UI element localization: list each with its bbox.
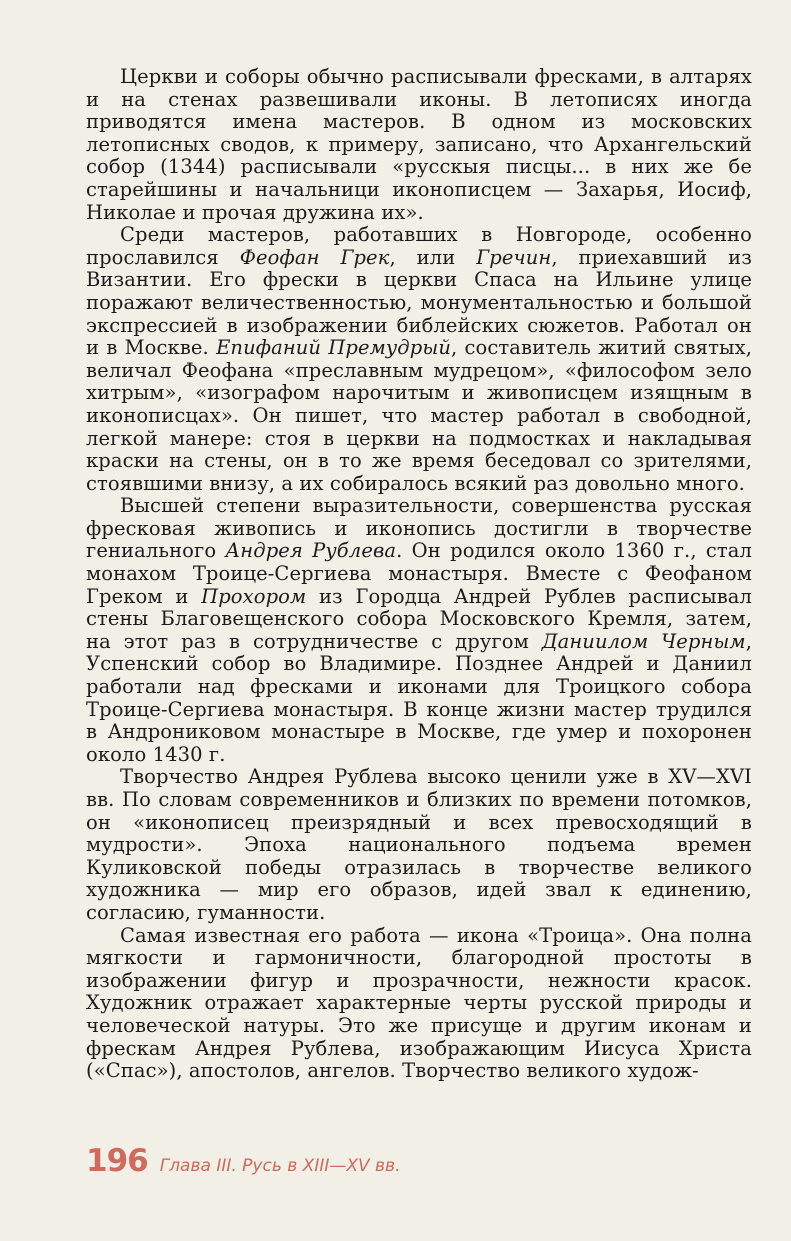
page-number: 196 bbox=[86, 1143, 148, 1179]
name-andrey-rublev: Андрея Рублева bbox=[225, 539, 397, 563]
paragraph-2 bbox=[86, 224, 752, 495]
text-run: из Городца Андрей Рублев расписывал стены Благовещенского собора Московского Кремля, затем, на этот раз в сотрудничестве с другом bbox=[86, 584, 752, 653]
page-footer bbox=[86, 1143, 400, 1183]
running-chapter-title: Глава III. Русь в XIII—XV вв. bbox=[159, 1156, 401, 1176]
text-run: Среди мастеров, работавших в Новгороде, особенно прославился bbox=[86, 223, 752, 269]
name-feofan-grek: Феофан Грек bbox=[239, 245, 390, 269]
text-run: , Успенский собор во Владимире. Позднее Андрей и Даниил работали над фресками и иконами для Троицкого собора Троице-Сергиева монастыря. В конце жизни мастер трудился в Андрониковом монастыре в Москве, где умер и похоронен около 1430 г. bbox=[86, 629, 753, 766]
name-grechin: Гречин bbox=[476, 245, 552, 269]
text-run: Высшей степени выразительности, совершенства русская фресковая живопись и иконопись достигли в творчестве гениального bbox=[86, 494, 752, 563]
paragraph-3 bbox=[86, 495, 752, 766]
name-prokhor: Прохором bbox=[201, 584, 307, 608]
text-run: Церкви и соборы обычно расписывали фресками, в алтарях и на стенах развешивали иконы. В летописях иногда приводятся имена мастеров. В одном из московских летописных сводов, к примеру, записано, что Архангельский собор (1344) расписывали «русскыя писцы... в них же бе старейшины и начальници иконописцем — Захарья, Иосиф, Николае и прочая дружина их». bbox=[86, 65, 752, 224]
text-run: Творчество Андрея Рублева высоко ценили уже в XV—XVI вв. По словам современников и близких по времени потомков, он «иконописец преизрядный и всех превосходящий в мудрости». Эпоха национального подъема времен Куликовской победы отразилась в творчестве великого художника — мир его образов, идей звал к единению, согласию, гуманности. bbox=[86, 765, 752, 924]
text-run: , или bbox=[389, 245, 477, 269]
text-run: . Он родился около 1360 г., стал монахом Троице-Сергиева монастыря. Вместе с Феофаном Греком и bbox=[86, 539, 752, 608]
text-run: Самая известная его работа — икона «Троица». Она полна мягкости и гармоничности, благородной простоты в изображении фигур и прозрачности, нежности красок. Художник отражает характерные черты русской природы и человеческой натуры. Это же присуще и другим иконам и фрескам Андрея Рублева, изображающим Иисуса Христа («Спас»), апостолов, ангелов. Творчество великого худож- bbox=[86, 923, 752, 1083]
paragraph-1 bbox=[86, 66, 752, 224]
text-run: , составитель житий святых, величал Феофана «преславным мудрецом», «философом зело хитрым», «изографом нарочитым и живописцем изящным в иконописцах». Он пишет, что мастер работал в свободной, легкой манере: стоя в церкви на подмостках и накладывая краски на стены, он в то же время беседовал со зрителями, стоявшими внизу, а их собиралось всякий раз довольно много. bbox=[86, 336, 752, 495]
body-text bbox=[86, 66, 752, 1083]
name-daniil-cherny: Даниилом Черным bbox=[541, 629, 746, 653]
text-run: , приехавший из Византии. Его фрески в церкви Спаса на Ильине улице поражают величественностью, монументальностью и большой экспрессией в изображении библейских сюжетов. Работал он и в Москве. bbox=[86, 245, 752, 360]
name-epifaniy: Епифаний Премудрый bbox=[216, 336, 451, 360]
paragraph-5 bbox=[86, 925, 752, 1083]
paragraph-4 bbox=[86, 766, 752, 924]
